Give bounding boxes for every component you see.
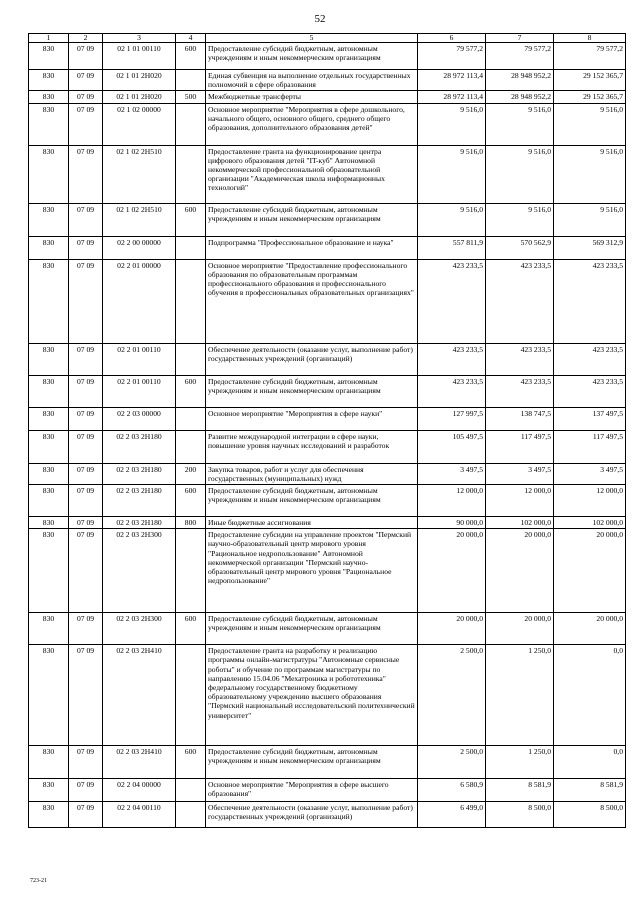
amount-year1-cell: 90 000,0 [418, 517, 486, 529]
table-row [29, 203, 626, 236]
section-code-cell: 07 09 [69, 103, 103, 145]
table-row [29, 70, 626, 91]
expense-type-cell [176, 259, 206, 343]
amount-year2-cell: 28 948 952,2 [486, 91, 554, 103]
expense-type-cell [176, 430, 206, 463]
amount-year1-cell: 423 233,5 [418, 259, 486, 343]
amount-year2-cell: 20 000,0 [486, 529, 554, 613]
section-code-cell: 07 09 [69, 70, 103, 91]
amount-year3-cell: 8 500,0 [554, 802, 626, 828]
header-row [29, 34, 626, 43]
expense-type-cell: 600 [176, 203, 206, 236]
target-code-cell: 02 2 04 00000 [103, 779, 176, 802]
table-row [29, 613, 626, 645]
table-row [29, 103, 626, 145]
name-cell: Развитие международной интеграции в сфере науки, повышение уровня научных исследований и разработок [206, 430, 418, 463]
section-code-cell: 07 09 [69, 463, 103, 484]
admin-code-cell: 830 [29, 529, 69, 613]
header-cell-7: 7 [486, 34, 554, 43]
expense-type-cell [176, 70, 206, 91]
expense-type-cell [176, 529, 206, 613]
amount-year1-cell: 105 497,5 [418, 430, 486, 463]
section-code-cell: 07 09 [69, 236, 103, 259]
amount-year1-cell: 557 811,9 [418, 236, 486, 259]
amount-year3-cell: 12 000,0 [554, 485, 626, 517]
name-cell: Предоставление субсидий бюджетным, автономным учреждениям и иным некоммерческим организациям [206, 203, 418, 236]
expense-type-cell [176, 145, 206, 203]
name-cell: Предоставление субсидий бюджетным, автономным учреждениям и иным некоммерческим организациям [206, 746, 418, 779]
header-cell-2: 2 [69, 34, 103, 43]
amount-year3-cell: 423 233,5 [554, 343, 626, 375]
table-row [29, 529, 626, 613]
amount-year1-cell: 20 000,0 [418, 529, 486, 613]
amount-year2-cell: 9 516,0 [486, 203, 554, 236]
header-cell-8: 8 [554, 34, 626, 43]
amount-year3-cell: 20 000,0 [554, 613, 626, 645]
name-cell: Предоставление гранта на разработку и реализацию программы онлайн-магистратуры "Автономные сервисные роботы" и обучение по программам магистратуры по направлению 15.04.06 "Мехатроника и робототехника" федеральному государственному бюджетному образовательному учреждению высшего образования "Пермский национальный исследовательский политехнический университет" [206, 645, 418, 746]
section-code-cell: 07 09 [69, 613, 103, 645]
amount-year1-cell: 423 233,5 [418, 343, 486, 375]
header-cell-6: 6 [418, 34, 486, 43]
name-cell: Предоставление субсидий бюджетным, автономным учреждениям и иным некоммерческим организациям [206, 375, 418, 407]
section-code-cell: 07 09 [69, 802, 103, 828]
name-cell: Предоставление субсидий бюджетным, автономным учреждениям и иным некоммерческим организациям [206, 485, 418, 517]
table-row [29, 485, 626, 517]
amount-year3-cell: 117 497,5 [554, 430, 626, 463]
admin-code-cell: 830 [29, 746, 69, 779]
table-row [29, 259, 626, 343]
target-code-cell: 02 2 01 00110 [103, 375, 176, 407]
amount-year2-cell: 423 233,5 [486, 259, 554, 343]
name-cell: Предоставление субсидий бюджетным, автономным учреждениям и иным некоммерческим организациям [206, 43, 418, 70]
amount-year3-cell: 0,0 [554, 746, 626, 779]
amount-year1-cell: 9 516,0 [418, 145, 486, 203]
amount-year1-cell: 79 577,2 [418, 43, 486, 70]
admin-code-cell: 830 [29, 145, 69, 203]
target-code-cell: 02 1 01 00110 [103, 43, 176, 70]
table-row [29, 779, 626, 802]
budget-table [28, 33, 626, 828]
target-code-cell: 02 1 01 2Н020 [103, 70, 176, 91]
amount-year3-cell: 79 577,2 [554, 43, 626, 70]
target-code-cell: 02 2 03 2Н410 [103, 645, 176, 746]
name-cell: Межбюджетные трансферты [206, 91, 418, 103]
expense-type-cell: 600 [176, 375, 206, 407]
name-cell: Основное мероприятие "Мероприятия в сфере науки" [206, 407, 418, 430]
amount-year3-cell: 102 000,0 [554, 517, 626, 529]
amount-year1-cell: 9 516,0 [418, 203, 486, 236]
expense-type-cell [176, 343, 206, 375]
name-cell: Единая субвенция на выполнение отдельных государственных полномочий в сфере образования [206, 70, 418, 91]
header-cell-4: 4 [176, 34, 206, 43]
amount-year2-cell: 117 497,5 [486, 430, 554, 463]
target-code-cell: 02 2 04 00110 [103, 802, 176, 828]
footer-code: 723-21 [30, 878, 47, 884]
header-cell-5: 5 [206, 34, 418, 43]
target-code-cell: 02 2 00 00000 [103, 236, 176, 259]
table-row [29, 645, 626, 746]
amount-year1-cell: 423 233,5 [418, 375, 486, 407]
amount-year2-cell: 9 516,0 [486, 145, 554, 203]
name-cell: Основное мероприятие "Предоставление профессионального образования по образовательным программам профессионального образования и профессионального обучения в профессиональных образовательных организациях" [206, 259, 418, 343]
table-row [29, 430, 626, 463]
admin-code-cell: 830 [29, 236, 69, 259]
admin-code-cell: 830 [29, 43, 69, 70]
admin-code-cell: 830 [29, 779, 69, 802]
section-code-cell: 07 09 [69, 407, 103, 430]
target-code-cell: 02 2 03 2Н300 [103, 529, 176, 613]
table-body [29, 43, 626, 828]
expense-type-cell: 600 [176, 43, 206, 70]
name-cell: Иные бюджетные ассигнования [206, 517, 418, 529]
section-code-cell: 07 09 [69, 91, 103, 103]
admin-code-cell: 830 [29, 485, 69, 517]
name-cell: Предоставление гранта на функционирование центра цифрового образования детей "IT-куб" Автономной некоммерческой профессиональной образовательной организации "Академическая школа информационных технологий" [206, 145, 418, 203]
section-code-cell: 07 09 [69, 43, 103, 70]
amount-year1-cell: 2 500,0 [418, 645, 486, 746]
amount-year1-cell: 20 000,0 [418, 613, 486, 645]
target-code-cell: 02 2 03 00000 [103, 407, 176, 430]
amount-year1-cell: 6 499,0 [418, 802, 486, 828]
amount-year3-cell: 137 497,5 [554, 407, 626, 430]
target-code-cell: 02 1 01 2Н020 [103, 91, 176, 103]
admin-code-cell: 830 [29, 613, 69, 645]
section-code-cell: 07 09 [69, 529, 103, 613]
amount-year3-cell: 423 233,5 [554, 259, 626, 343]
admin-code-cell: 830 [29, 645, 69, 746]
admin-code-cell: 830 [29, 802, 69, 828]
admin-code-cell: 830 [29, 91, 69, 103]
name-cell: Основное мероприятие "Мероприятия в сфере высшего образования" [206, 779, 418, 802]
page-number: 52 [314, 13, 326, 25]
section-code-cell: 07 09 [69, 375, 103, 407]
amount-year3-cell: 423 233,5 [554, 375, 626, 407]
expense-type-cell [176, 645, 206, 746]
admin-code-cell: 830 [29, 517, 69, 529]
section-code-cell: 07 09 [69, 645, 103, 746]
amount-year2-cell: 423 233,5 [486, 375, 554, 407]
amount-year2-cell: 8 500,0 [486, 802, 554, 828]
name-cell: Обеспечение деятельности (оказание услуг, выполнение работ) государственных учреждений (организаций) [206, 343, 418, 375]
amount-year1-cell: 2 500,0 [418, 746, 486, 779]
expense-type-cell: 800 [176, 517, 206, 529]
amount-year3-cell: 3 497,5 [554, 463, 626, 484]
amount-year3-cell: 0,0 [554, 645, 626, 746]
name-cell: Основное мероприятие "Мероприятия в сфере дошкольного, начального общего, основного общего, среднего общего образования, дополнительного образования детей" [206, 103, 418, 145]
target-code-cell: 02 1 02 2Н510 [103, 145, 176, 203]
target-code-cell: 02 1 02 00000 [103, 103, 176, 145]
name-cell: Предоставление субсидий бюджетным, автономным учреждениям и иным некоммерческим организациям [206, 613, 418, 645]
amount-year2-cell: 570 562,9 [486, 236, 554, 259]
amount-year3-cell: 9 516,0 [554, 145, 626, 203]
target-code-cell: 02 2 03 2Н180 [103, 463, 176, 484]
amount-year2-cell: 9 516,0 [486, 103, 554, 145]
expense-type-cell: 600 [176, 746, 206, 779]
amount-year3-cell: 9 516,0 [554, 103, 626, 145]
expense-type-cell: 500 [176, 91, 206, 103]
target-code-cell: 02 2 01 00000 [103, 259, 176, 343]
amount-year3-cell: 20 000,0 [554, 529, 626, 613]
amount-year2-cell: 8 581,9 [486, 779, 554, 802]
amount-year3-cell: 29 152 365,7 [554, 91, 626, 103]
target-code-cell: 02 2 03 2Н180 [103, 430, 176, 463]
amount-year2-cell: 102 000,0 [486, 517, 554, 529]
admin-code-cell: 830 [29, 203, 69, 236]
amount-year1-cell: 28 972 113,4 [418, 70, 486, 91]
name-cell: Подпрограмма "Профессиональное образование и наука" [206, 236, 418, 259]
target-code-cell: 02 2 01 00110 [103, 343, 176, 375]
target-code-cell: 02 2 03 2Н180 [103, 517, 176, 529]
table-row [29, 43, 626, 70]
amount-year2-cell: 79 577,2 [486, 43, 554, 70]
header-cell-3: 3 [103, 34, 176, 43]
name-cell: Закупка товаров, работ и услуг для обеспечения государственных (муниципальных) нужд [206, 463, 418, 484]
section-code-cell: 07 09 [69, 259, 103, 343]
amount-year2-cell: 1 250,0 [486, 645, 554, 746]
expense-type-cell [176, 103, 206, 145]
section-code-cell: 07 09 [69, 430, 103, 463]
amount-year1-cell: 9 516,0 [418, 103, 486, 145]
section-code-cell: 07 09 [69, 746, 103, 779]
amount-year2-cell: 3 497,5 [486, 463, 554, 484]
table-row [29, 407, 626, 430]
section-code-cell: 07 09 [69, 485, 103, 517]
amount-year2-cell: 138 747,5 [486, 407, 554, 430]
section-code-cell: 07 09 [69, 145, 103, 203]
expense-type-cell [176, 407, 206, 430]
section-code-cell: 07 09 [69, 779, 103, 802]
table-row [29, 463, 626, 484]
section-code-cell: 07 09 [69, 517, 103, 529]
expense-type-cell: 600 [176, 485, 206, 517]
amount-year3-cell: 9 516,0 [554, 203, 626, 236]
admin-code-cell: 830 [29, 70, 69, 91]
amount-year2-cell: 20 000,0 [486, 613, 554, 645]
amount-year2-cell: 423 233,5 [486, 343, 554, 375]
table-row [29, 517, 626, 529]
table-row [29, 145, 626, 203]
amount-year3-cell: 29 152 365,7 [554, 70, 626, 91]
admin-code-cell: 830 [29, 343, 69, 375]
table-row [29, 802, 626, 828]
admin-code-cell: 830 [29, 463, 69, 484]
amount-year1-cell: 3 497,5 [418, 463, 486, 484]
admin-code-cell: 830 [29, 103, 69, 145]
amount-year1-cell: 6 580,9 [418, 779, 486, 802]
amount-year2-cell: 1 250,0 [486, 746, 554, 779]
amount-year1-cell: 12 000,0 [418, 485, 486, 517]
target-code-cell: 02 2 03 2Н410 [103, 746, 176, 779]
amount-year1-cell: 28 972 113,4 [418, 91, 486, 103]
table-row [29, 343, 626, 375]
name-cell: Обеспечение деятельности (оказание услуг, выполнение работ) государственных учреждений (организаций) [206, 802, 418, 828]
expense-type-cell [176, 802, 206, 828]
target-code-cell: 02 1 02 2Н510 [103, 203, 176, 236]
amount-year3-cell: 8 581,9 [554, 779, 626, 802]
amount-year2-cell: 28 948 952,2 [486, 70, 554, 91]
expense-type-cell: 600 [176, 613, 206, 645]
expense-type-cell: 200 [176, 463, 206, 484]
amount-year1-cell: 127 997,5 [418, 407, 486, 430]
admin-code-cell: 830 [29, 375, 69, 407]
admin-code-cell: 830 [29, 259, 69, 343]
admin-code-cell: 830 [29, 430, 69, 463]
header-cell-1: 1 [29, 34, 69, 43]
amount-year3-cell: 569 312,9 [554, 236, 626, 259]
expense-type-cell [176, 779, 206, 802]
target-code-cell: 02 2 03 2Н300 [103, 613, 176, 645]
table-row [29, 375, 626, 407]
target-code-cell: 02 2 03 2Н180 [103, 485, 176, 517]
table-row [29, 746, 626, 779]
table-row [29, 236, 626, 259]
amount-year2-cell: 12 000,0 [486, 485, 554, 517]
admin-code-cell: 830 [29, 407, 69, 430]
section-code-cell: 07 09 [69, 343, 103, 375]
table-row [29, 91, 626, 103]
name-cell: Предоставление субсидии на управление проектом "Пермский научно-образовательный центр мирового уровня "Рациональное недропользование" Автономной некоммерческой организации "Пермский научно-образовательный центр мирового уровня "Рациональное недропользование" [206, 529, 418, 613]
section-code-cell: 07 09 [69, 203, 103, 236]
expense-type-cell [176, 236, 206, 259]
